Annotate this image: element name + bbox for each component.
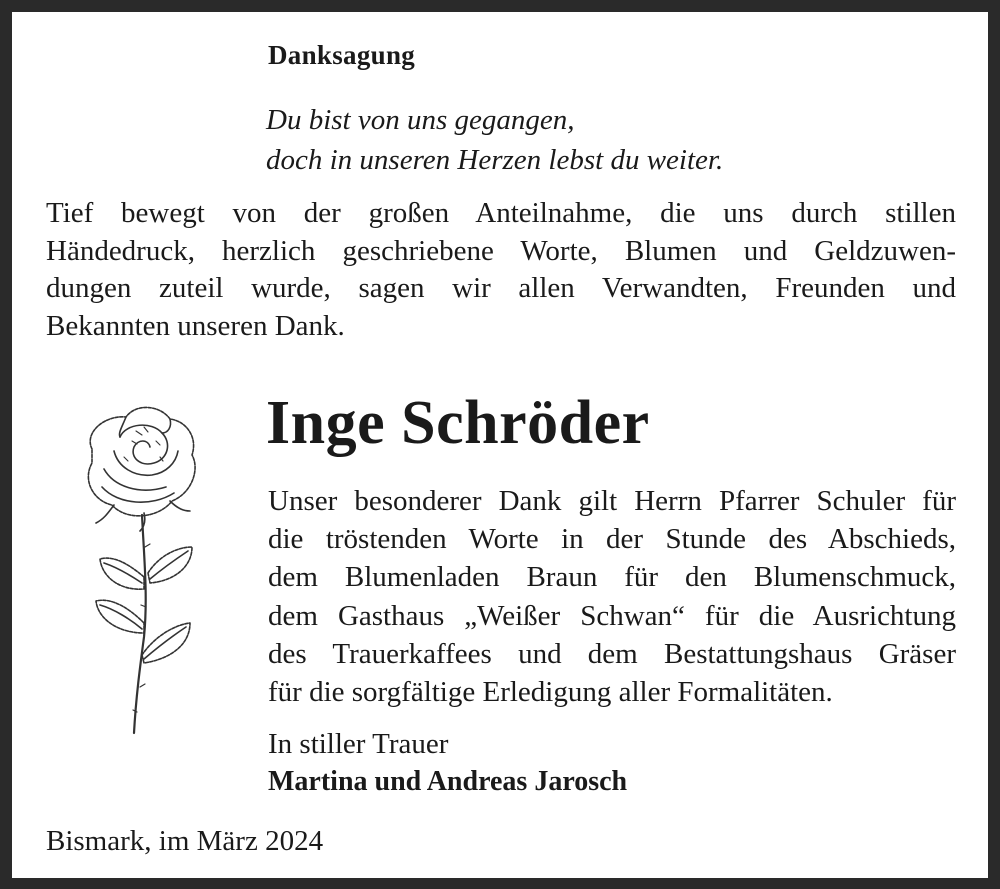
obituary-notice: [12, 12, 988, 878]
memorial-verse: [266, 100, 723, 180]
thanks-paragraph: [268, 482, 956, 711]
thanks-line: dem Gasthaus „Weißer Schwan“ für die Ausrichtung: [268, 599, 956, 632]
intro-line: dungen zuteil wurde, sagen wir allen Verwandten, Freunden und: [46, 272, 956, 304]
intro-line: Tief bewegt von der großen Anteilnahme, die uns durch stillen: [46, 197, 956, 229]
thanks-line: dem Blumenladen Braun für den Blumenschmuck,: [268, 561, 956, 594]
mourner-names: Martina und Andreas Jarosch: [268, 766, 628, 797]
thanks-line: die tröstenden Worte in der Stunde des Abschieds,: [268, 523, 956, 556]
thanks-line: des Trauerkaffees und dem Bestattungshaus Gräser: [268, 637, 956, 670]
thanks-line: Unser besonderer Dank gilt Herrn Pfarrer Schuler für: [268, 485, 956, 517]
intro-line: Händedruck, herzlich geschriebene Worte, Blumen und Geldzuwen-: [46, 234, 956, 267]
verse-line: Du bist von uns gegangen,: [266, 104, 575, 136]
intro-paragraph: [46, 195, 956, 345]
deceased-name: Inge Schröder: [266, 389, 650, 457]
verse-line: doch in unseren Herzen lebst du weiter.: [266, 144, 724, 176]
rose-icon: [74, 397, 204, 737]
place-date: Bismark, im März 2024: [46, 825, 324, 857]
thanks-line: für die sorgfältige Erledigung aller Formalitäten.: [268, 676, 833, 709]
mourning-block: [268, 725, 627, 801]
mourning-phrase: In stiller Trauer: [268, 728, 449, 760]
intro-line: Bekannten unseren Dank.: [46, 309, 345, 342]
notice-heading: Danksagung: [268, 40, 416, 70]
